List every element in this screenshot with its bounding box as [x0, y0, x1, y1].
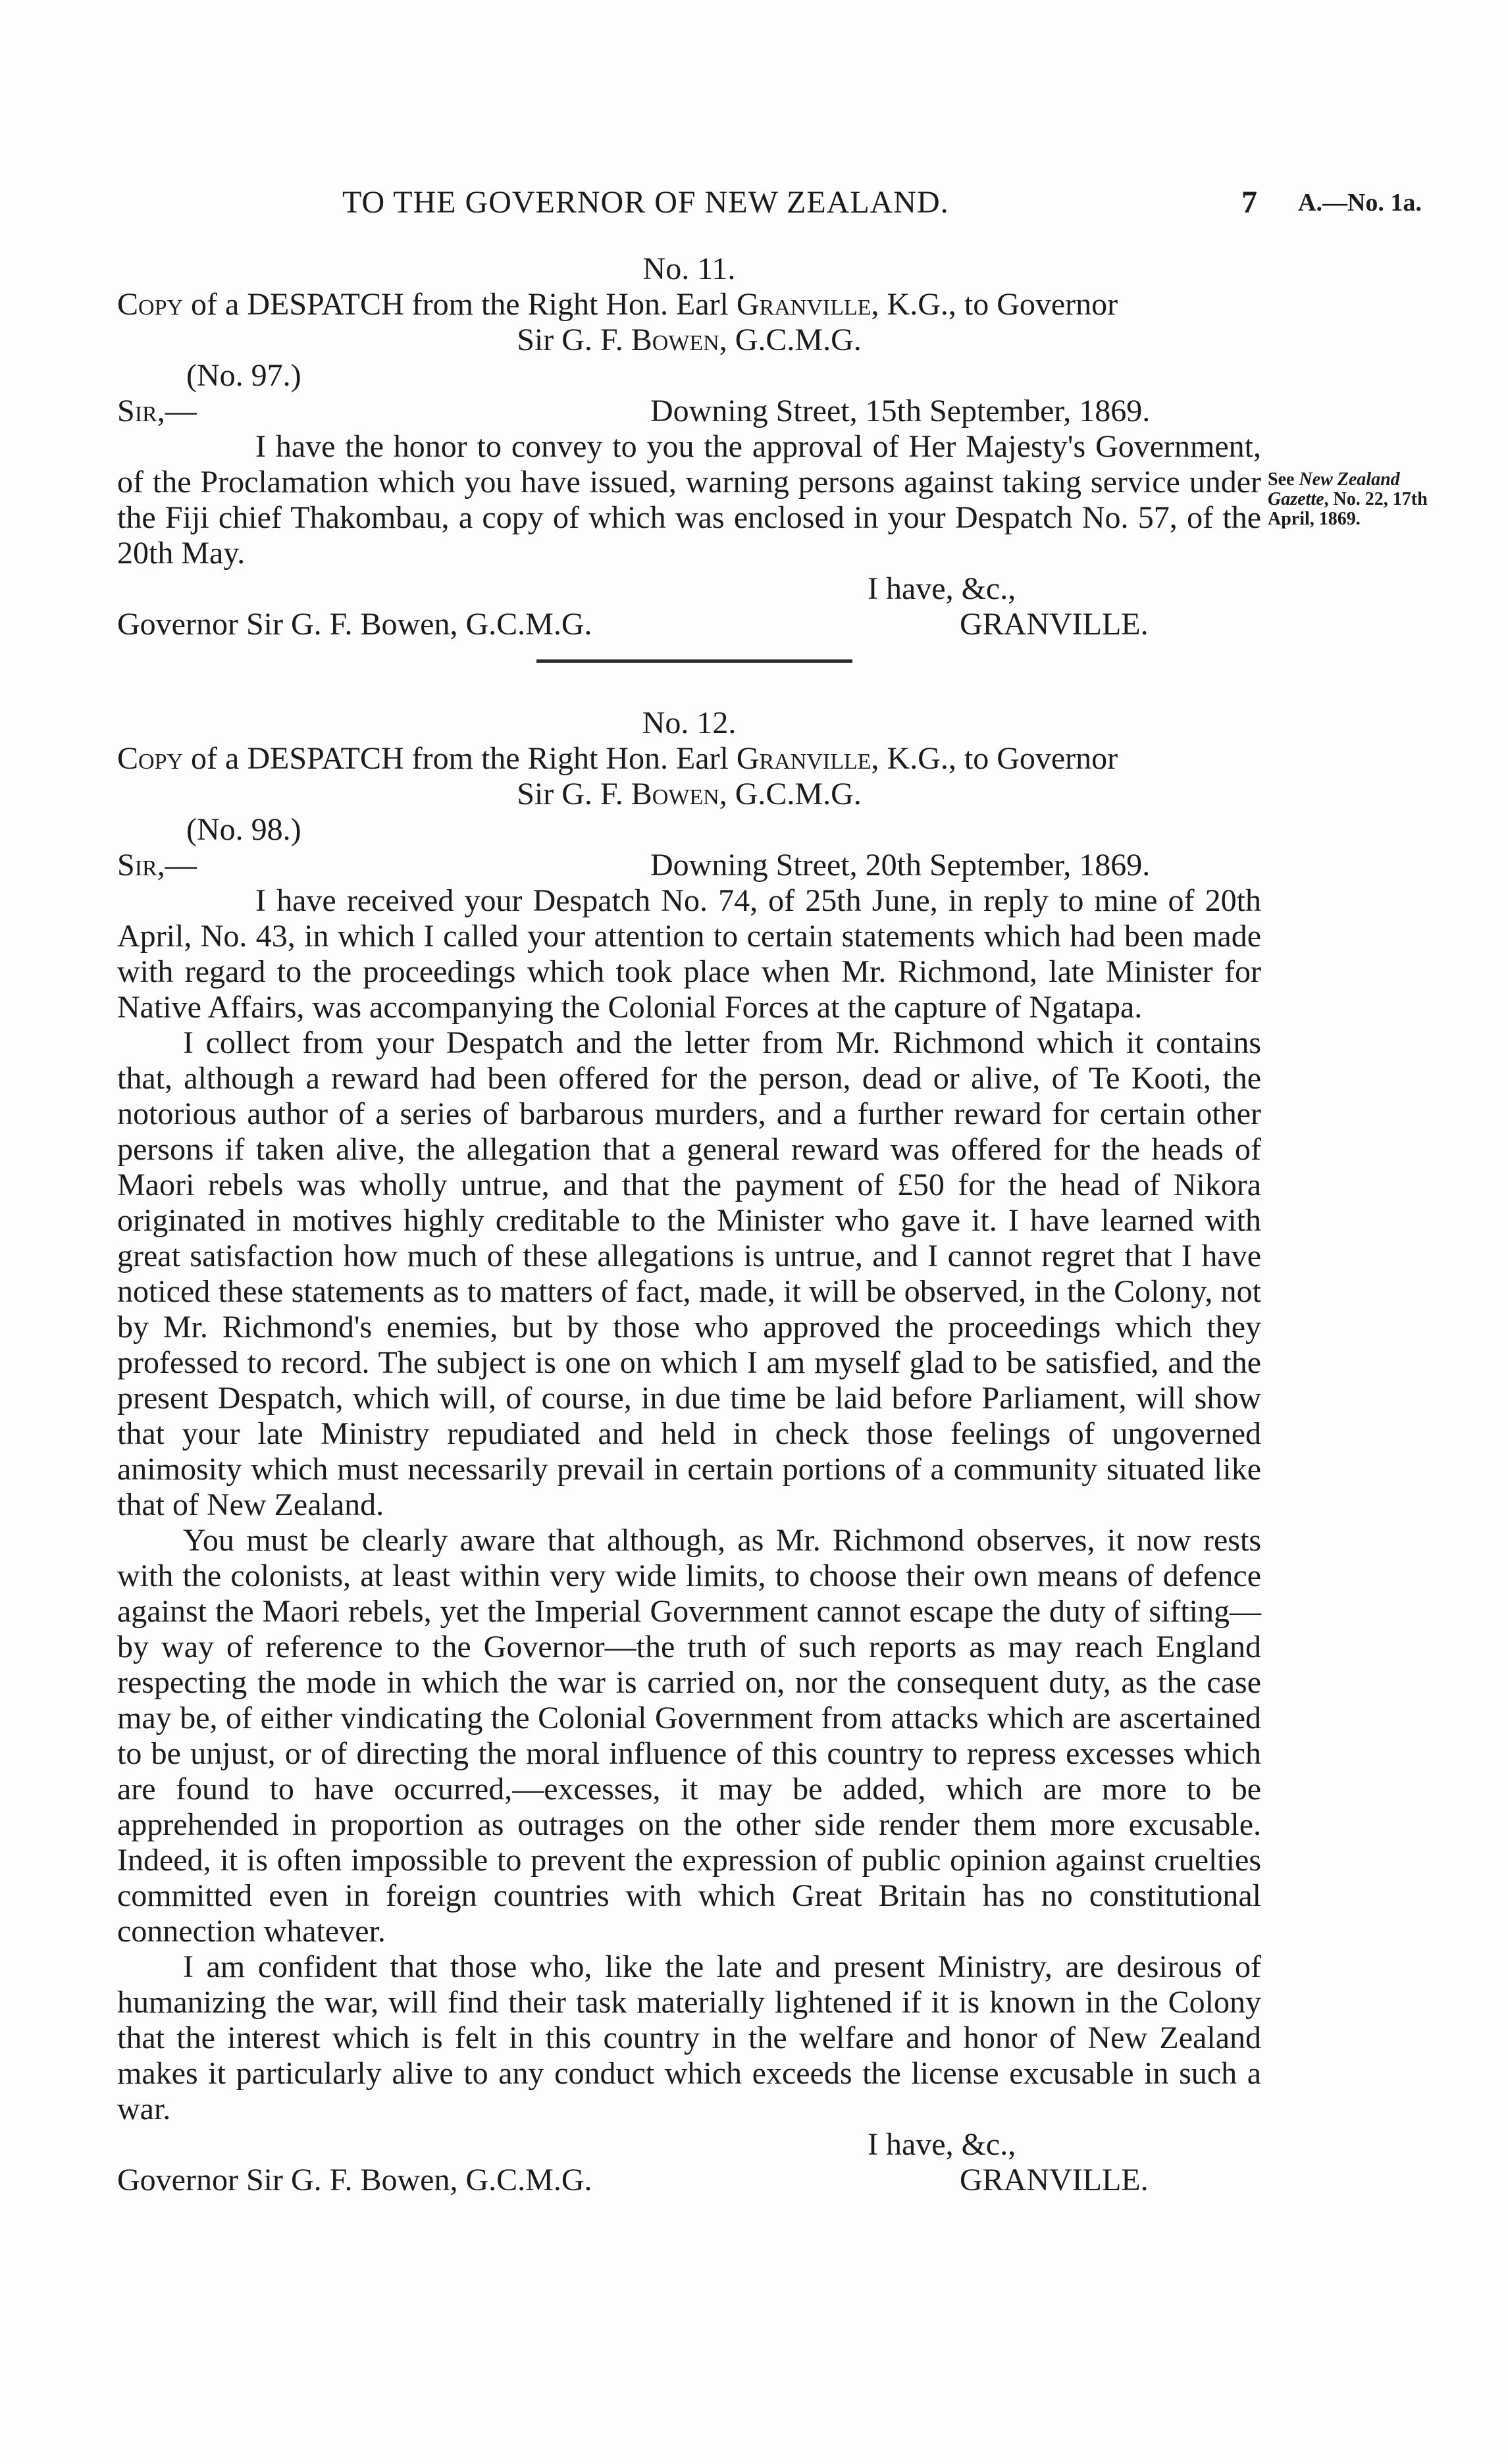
title-sender: Granville [736, 741, 871, 776]
title-recipient-a: Sir G. F. [517, 777, 631, 811]
salutation: Sir,— [117, 394, 197, 428]
paragraph: I have received your Despatch No. 74, of 25th June, in reply to mine of 20th April, No. 43, in which I called your attention to certain statements which had been made with regard to the proceedings which took place when Mr. Richmond, late Minister for Native Affairs, was accompanying the Colonial Forces at the capture of Ngatapa. [117, 883, 1261, 1025]
divider [536, 659, 852, 663]
signature: GRANVILLE. [960, 607, 1149, 642]
title-text-end: , K.G., to Governor [871, 741, 1118, 776]
paragraph: I have the honor to convey to you the approval of Her Majesty's Government, of the Proclamation which you have issued, warning persons against taking service under the Fiji chief Thakombau, a copy of which was enclosed in your Despatch No. 57, of the 20th May. [117, 429, 1261, 571]
page-reference: A.—No. 1a. [1298, 189, 1422, 217]
title-recipient-c: , G.C.M.G. [719, 322, 862, 357]
addressee: Governor Sir G. F. Bowen, G.C.M.G. [117, 607, 592, 642]
signoff [117, 571, 1261, 642]
salutation: Sir,— [117, 848, 197, 883]
salutation-row [117, 394, 1261, 429]
place-date: Downing Street, 15th September, 1869. [650, 394, 1151, 428]
paragraph: You must be clearly aware that although, as Mr. Richmond observes, it now rests with the colonists, at least within very wide limits, to choose their own means of defence against the Maori rebels, yet the Imperial Government cannot escape the duty of sifting—by way of reference to the Governor—the truth of such reports as may reach England respecting the mode in which the war is carried on, nor the consequent duty, as the case may be, of either vindicating the Colonial Government from attacks which are ascertained to be unjust, or of directing the moral influence of this country to repress excesses which are found to have occurred,—excesses, it may be added, which are more to be apprehended in proportion as outrages on the other side render them more excusable. Indeed, it is often impossible to prevent the expression of public opinion against cruelties committed even in foreign countries with which Great Britain has no constitutional connection whatever. [117, 1523, 1261, 1949]
despatch-title-line2 [117, 777, 1261, 812]
signoff [117, 2127, 1261, 2198]
margin-note-b: New Zealand Gazette [1268, 469, 1400, 509]
title-text-end: , K.G., to Governor [871, 287, 1118, 322]
despatch-11 [117, 251, 1261, 642]
signature: GRANVILLE. [960, 2163, 1149, 2197]
title-recipient-a: Sir G. F. [517, 322, 631, 357]
title-recipient-b: Bowen [631, 322, 719, 357]
closing: I have, &c., [868, 2127, 1016, 2162]
closing: I have, &c., [868, 571, 1016, 606]
addressee: Governor Sir G. F. Bowen, G.C.M.G. [117, 2163, 592, 2197]
despatch-title [117, 741, 1261, 777]
place-date: Downing Street, 20th September, 1869. [650, 848, 1151, 883]
title-copy: Copy [117, 287, 184, 322]
title-text: of a DESPATCH from the Right Hon. Earl [183, 287, 737, 322]
despatch-number: No. 12. [642, 706, 737, 740]
margin-note-a: See [1268, 469, 1299, 490]
title-text: of a DESPATCH from the Right Hon. Earl [183, 741, 737, 776]
page-number: 7 [1241, 185, 1257, 220]
title-recipient-b: Bowen [631, 777, 719, 811]
paragraph: I am confident that those who, like the late and present Ministry, are desirous of humanizing the war, will find their task materially lightened if it is known in the Colony that the interest which is felt in this country in the welfare and honor of New Zealand makes it particularly alive to any conduct which exceeds the license excusable in such a war. [117, 1949, 1261, 2126]
title-recipient-c: , G.C.M.G. [719, 777, 862, 811]
despatch-ref: (No. 97.) [186, 358, 301, 393]
despatch-title [117, 287, 1261, 322]
despatch-12 [117, 706, 1261, 2198]
margin-note [1268, 470, 1465, 529]
running-title: TO THE GOVERNOR OF NEW ZEALAND. [342, 185, 949, 220]
salutation-row [117, 848, 1261, 883]
paragraph: I collect from your Despatch and the letter from Mr. Richmond which it contains that, although a reward had been offered for the person, dead or alive, of Te Kooti, the notorious author of a series of barbarous murders, and a further reward for certain other persons if taken alive, the allegation that a general reward was offered for the heads of Maori rebels was wholly untrue, and that the payment of £50 for the head of Nikora originated in motives highly creditable to the Minister who gave it. I have learned with great satisfaction how much of these allegations is untrue, and I cannot regret that I have noticed these statements as to matters of fact, made, it will be observed, in the Colony, not by Mr. Richmond's enemies, but by those who approved the proceedings which they professed to record. The subject is one on which I am myself glad to be satisfied, and the present Despatch, which will, of course, in due time be laid before Parliament, will show that your late Ministry repudiated and held in check those feelings of ungoverned animosity which must necessarily prevail in certain portions of a community situated like that of New Zealand. [117, 1025, 1261, 1522]
despatch-title-line2 [117, 322, 1261, 358]
page-header [0, 184, 1508, 224]
margin-note-c: , No. 22, 17th April, 1869. [1268, 489, 1428, 529]
despatch-ref: (No. 98.) [186, 812, 301, 847]
despatch-number: No. 11. [642, 251, 736, 286]
title-sender: Granville [736, 287, 871, 322]
title-copy: Copy [117, 741, 184, 776]
